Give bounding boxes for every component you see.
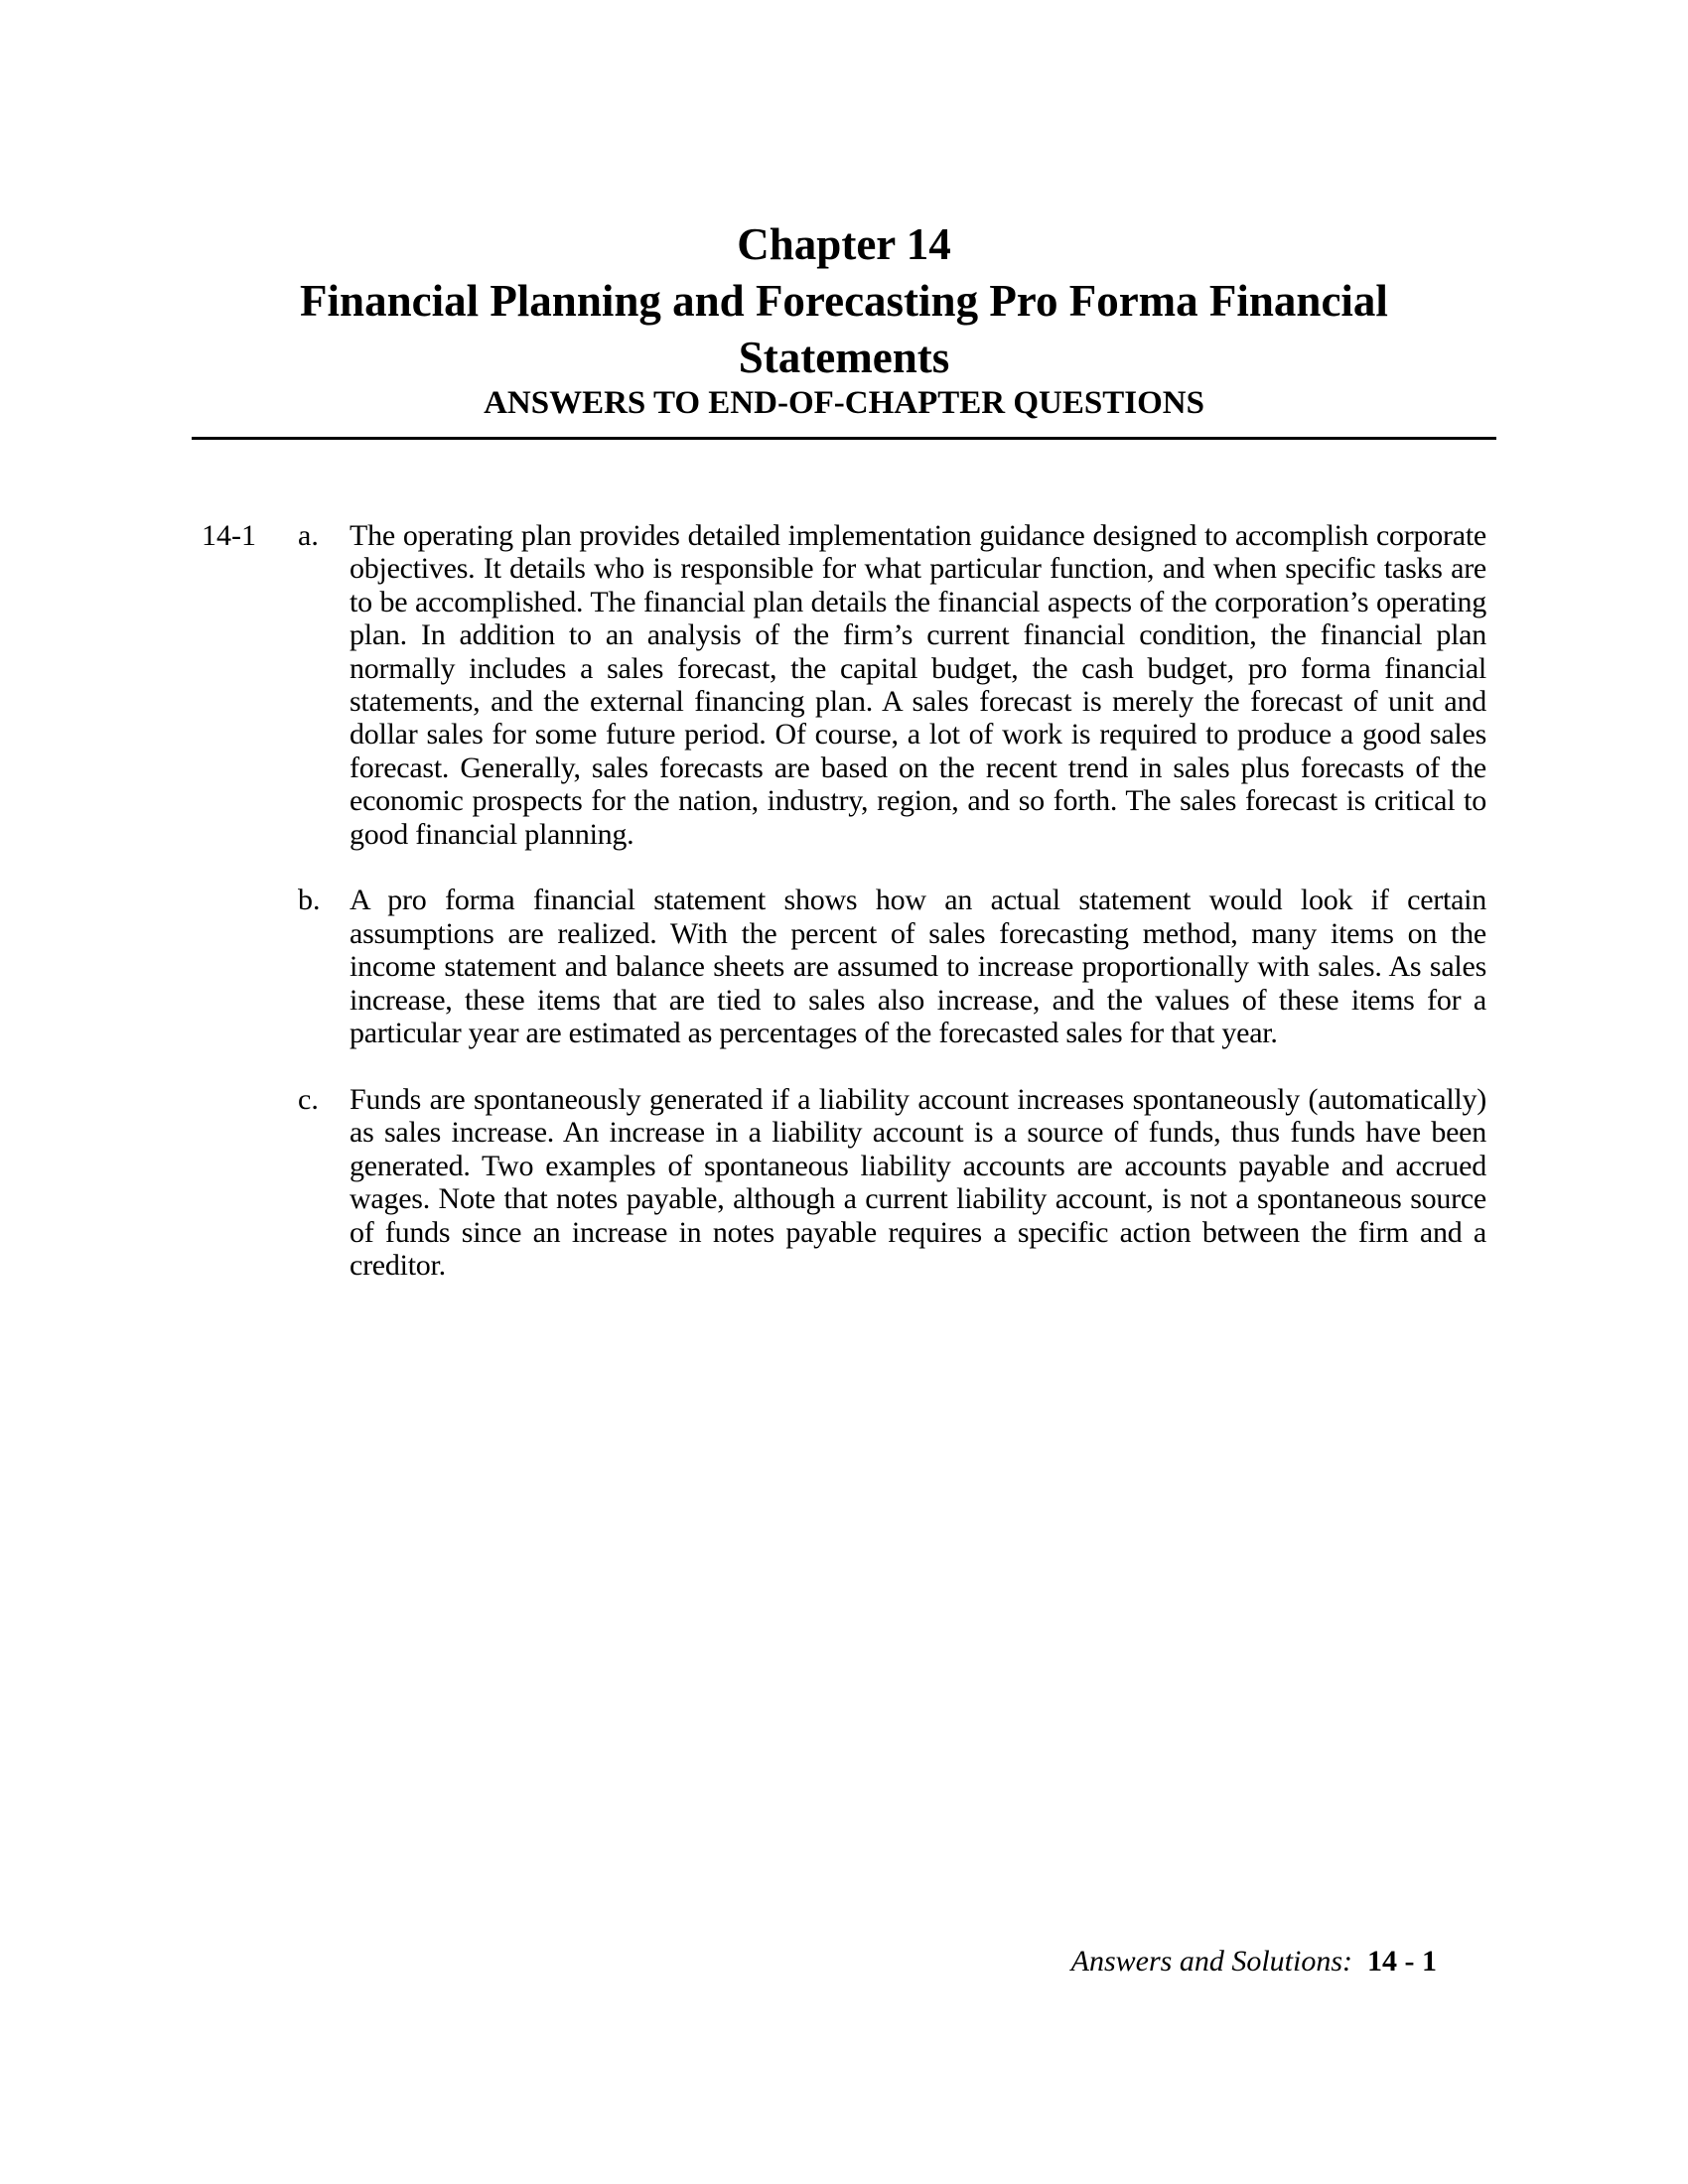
- part-label: a.: [298, 519, 319, 552]
- part-text: The operating plan provides detailed implementation guidance designed to accomplish corporate objectives. It details who is responsible for what particular function, and when specific tasks are to be accomplished. The financial plan details the financial aspects of the corporation’s operating plan. In addition to an analysis of the firm’s current financial condition, the financial plan normally includes a sales forecast, the capital budget, the cash budget, pro forma financial statements, and the external financing plan. A sales forecast is merely the forecast of unit and dollar sales for some future period. Of course, a lot of work is required to produce a good sales forecast. Generally, sales forecasts are based on the recent trend in sales plus forecasts of the economic prospects for the nation, industry, region, and so forth. The sales forecast is critical to good financial planning.: [350, 519, 1486, 851]
- chapter-title-line-1: Financial Planning and Forecasting Pro Forma Financial: [300, 276, 1388, 326]
- section-subtitle: ANSWERS TO END-OF-CHAPTER QUESTIONS: [484, 385, 1204, 421]
- answer-part-b: [298, 884, 1492, 1049]
- chapter-header: [192, 216, 1496, 423]
- part-text: Funds are spontaneously generated if a liability account increases spontaneously (automatically) as sales increase. An increase in a liability account is a source of funds, thus funds have been generated. Two examples of spontaneous liability accounts are accounts payable and accrued wages. Note that notes payable, although a current liability account, is not a spontaneous source of funds since an increase in notes payable requires a specific action between the firm and a creditor.: [350, 1082, 1486, 1282]
- chapter-title-line-2: Statements: [738, 333, 950, 382]
- header-divider: [192, 437, 1496, 440]
- part-label: b.: [298, 884, 321, 917]
- page-number: 14 - 1: [1367, 1945, 1437, 1978]
- part-text: A pro forma financial statement shows how an actual statement would look if certain assumptions are realized. With the percent of sales forecasting method, many items on the income statement and balance sheets are assumed to increase proportionally with sales. As sales increase, these items that are tied to sales also increase, and the values of these items for a particular year are estimated as percentages of the forecasted sales for that year.: [350, 884, 1486, 1050]
- question-14-1: [202, 519, 1492, 1315]
- answer-part-c: [298, 1083, 1492, 1282]
- page-footer: [1071, 1944, 1437, 1979]
- chapter-number: Chapter 14: [737, 219, 951, 269]
- answer-part-a: [298, 519, 1492, 851]
- question-number: 14-1: [202, 519, 256, 552]
- footer-label: Answers and Solutions:: [1070, 1945, 1352, 1978]
- part-label: c.: [298, 1082, 319, 1116]
